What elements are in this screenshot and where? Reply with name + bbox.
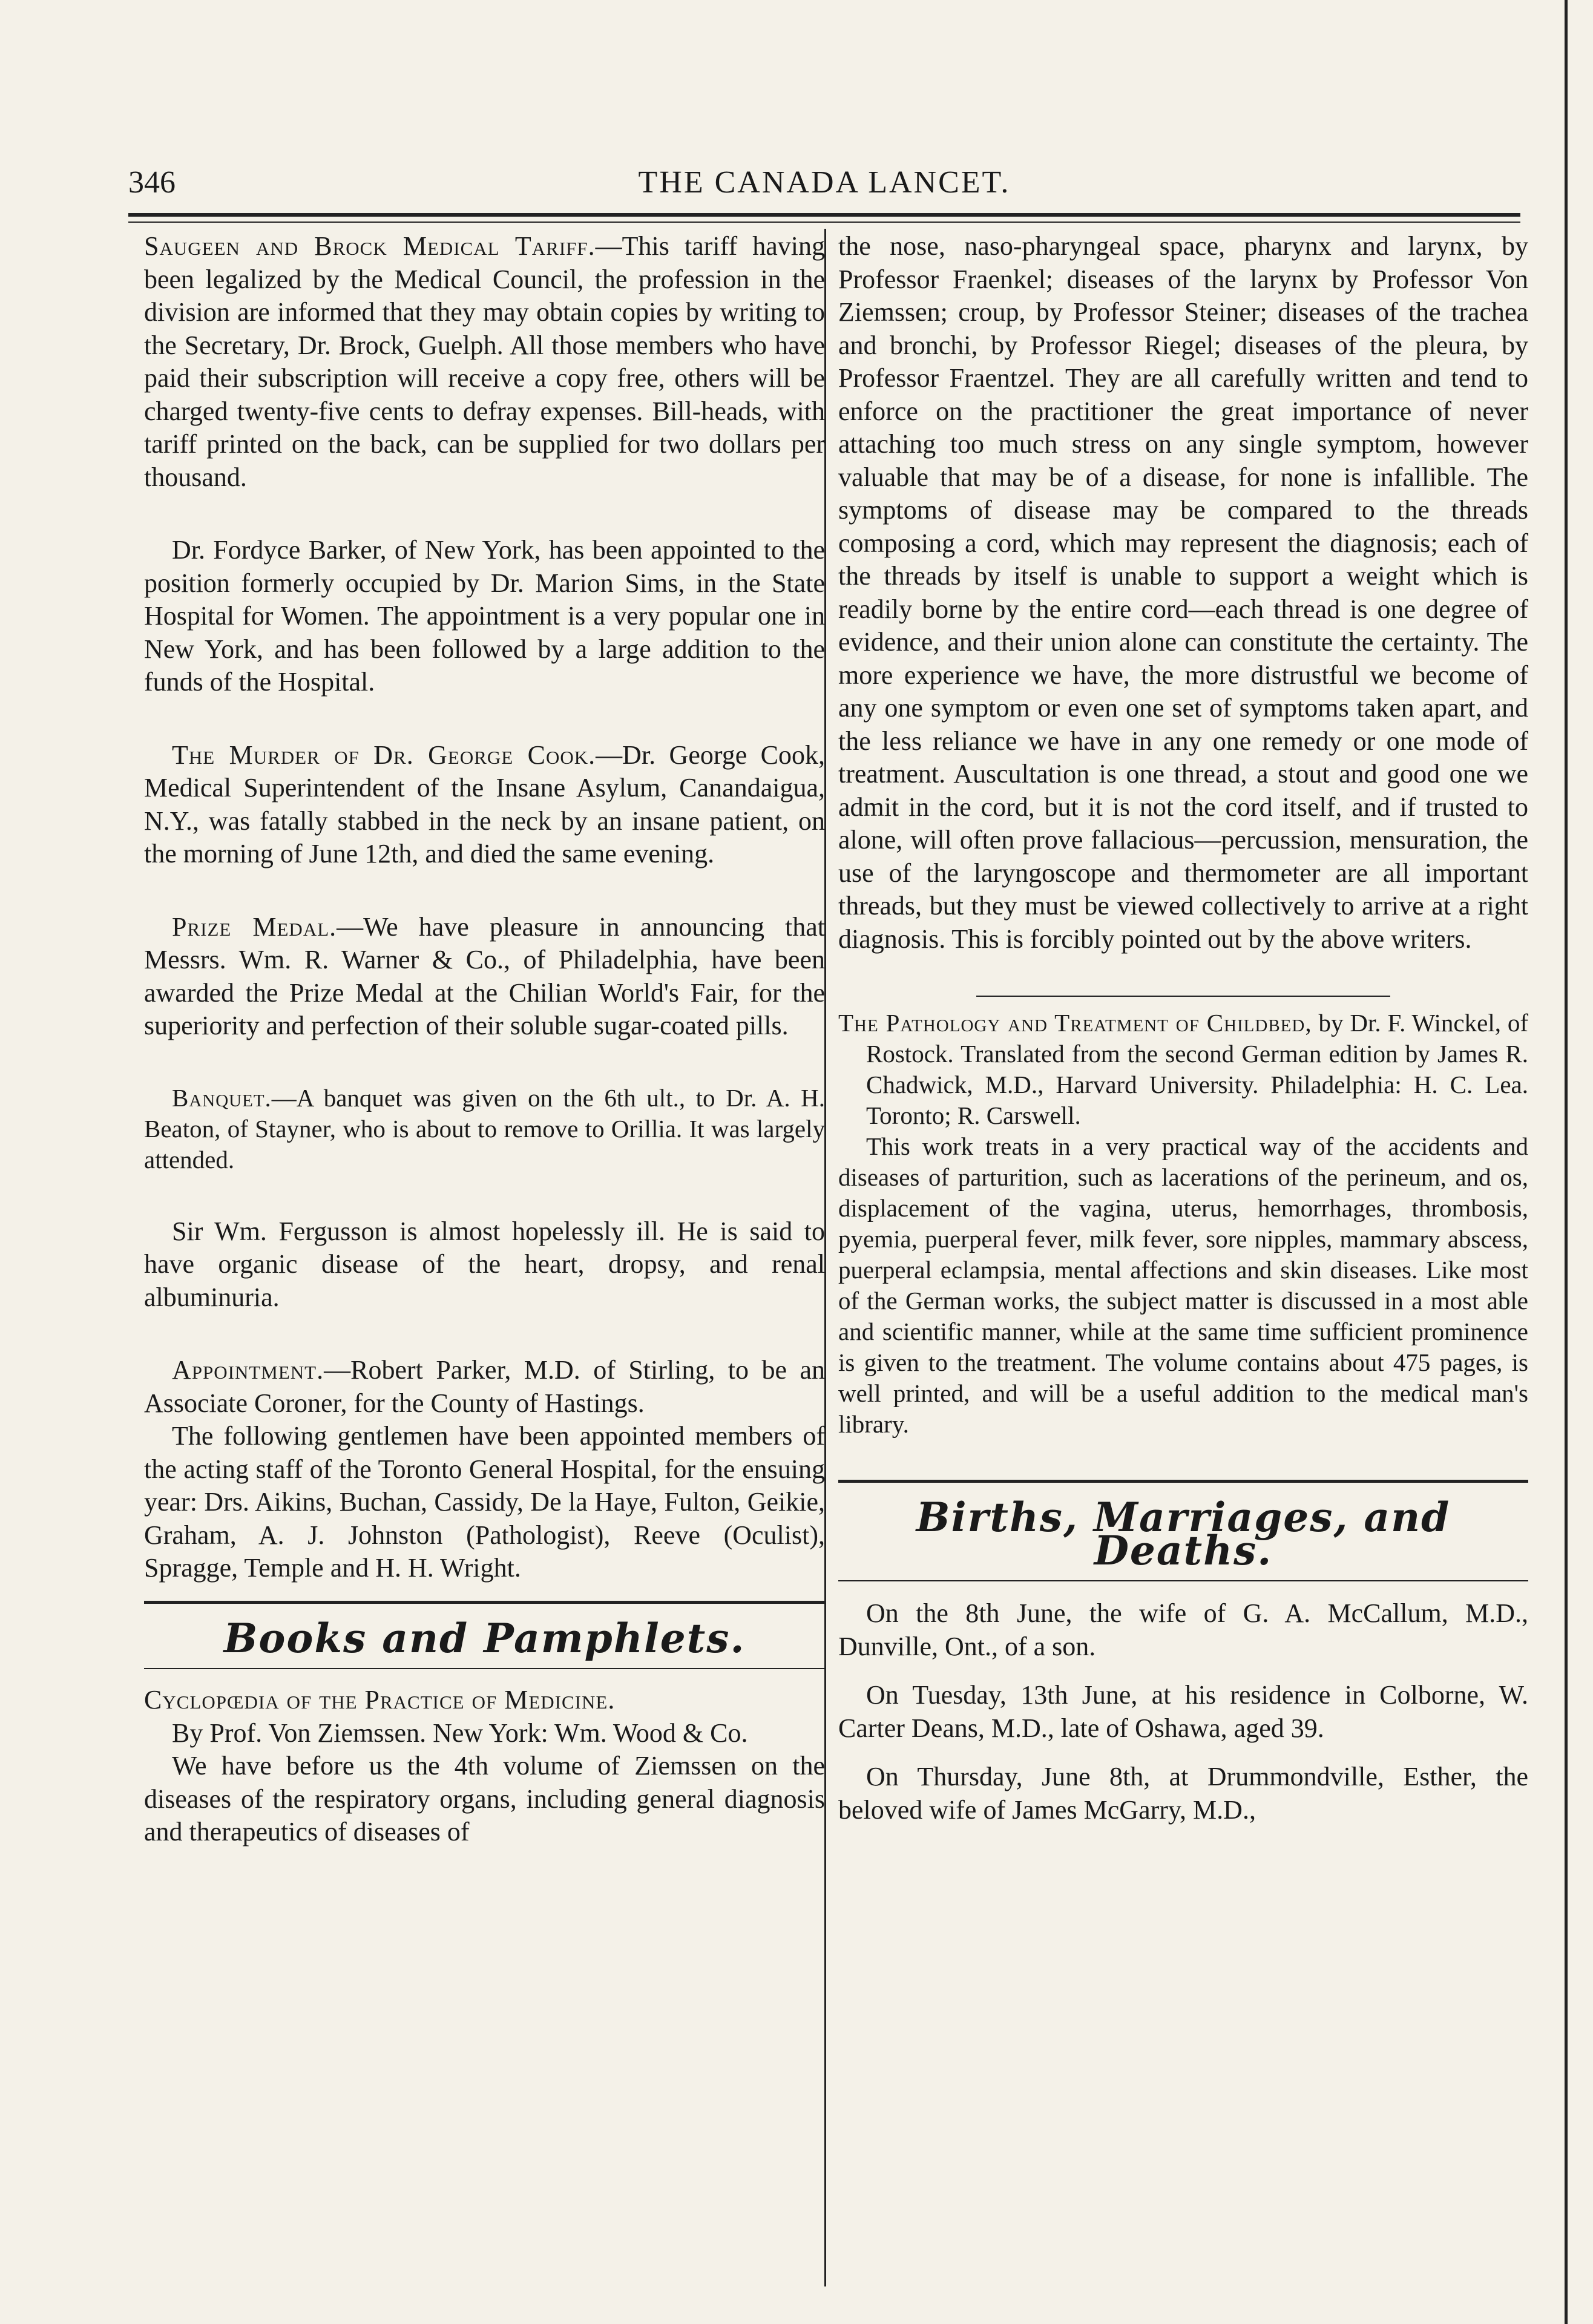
article-rule	[976, 996, 1390, 997]
notice-mcgarry	[838, 1761, 1528, 1827]
section-heading-books: Books and Pamphlets.	[223, 1614, 746, 1662]
article-cyclopaedia	[144, 1684, 825, 1849]
article-heading: Saugeen and Brock Medical Tariff.	[144, 231, 596, 261]
section-rule	[144, 1601, 825, 1604]
article-heading: The Pathology and Treatment of Childbed,	[838, 1009, 1312, 1037]
article-body: Dr. Fordyce Barker, of New York, has been appointed to the position formerly occupied by Dr. Marion Sims, in the State Hospital for Women. The appointment is a very popular one in New York, and has been followed by a large addition to the funds of the Hospital.	[144, 535, 825, 697]
page-number: 346	[128, 165, 176, 200]
header-rule	[128, 213, 1520, 217]
header-rule-thin	[128, 222, 1520, 223]
article-body: —A banquet was given on the 6th ult., to Dr. A. H. Beaton, of Stayner, who is about to remove to Orillia. It was largely attended.	[144, 1083, 825, 1173]
notice-text: On the 8th June, the wife of G. A. McCallum, M.D., Dunville, Ont., of a son.	[838, 1598, 1528, 1661]
article-heading: Cyclopœdia of the Practice of Medicine.	[144, 1685, 616, 1715]
page-edge	[1565, 0, 1568, 2324]
notice-deans	[838, 1679, 1528, 1745]
journal-title: THE CANADA LANCET.	[638, 165, 1011, 200]
article-appointment	[144, 1354, 825, 1585]
right-column	[838, 230, 1528, 1842]
left-column	[144, 230, 825, 1889]
article-body: —We have pleasure in announcing that Messrs. Wm. R. Warner & Co., of Philadelphia, have been awarded the Prize Medal at the Chilian World's Fair, for the superiority and perfection of their soluble sugar-coated pills.	[144, 911, 825, 1040]
page-header	[128, 165, 1520, 213]
article-cyclopaedia-continued	[838, 230, 1528, 956]
article-reference: By Prof. Von Ziemssen. New York: Wm. Wood & Co.	[172, 1718, 748, 1748]
article-body: —This tariff having been legalized by the Medical Council, the profession in the division are informed that they may obtain copies by writing to the Secretary, Dr. Brock, Guelph. All those members who have paid their subscription will receive a copy free, others will be charged twenty-five cents to defray expenses. Bill-heads, with tariff printed on the back, can be supplied for two dollars per thousand.	[144, 231, 825, 492]
article-heading: Prize Medal.	[172, 911, 337, 942]
article-reference: by Dr. F. Winckel, of Rostock. Translated from the second German edition by James R. Chadwick, M.D., Harvard University. Philadelphia: H. C. Lea. Toronto; R. Carswell.	[866, 1009, 1529, 1129]
article-body: Sir Wm. Fergusson is almost hopelessly ill. He is said to have organic disease of the heart, dropsy, and renal albuminuria.	[144, 1216, 825, 1312]
article-body: This work treats in a very practical way of the accidents and diseases of parturition, such as lacerations of the perineum, and os, displacement of the vagina, uterus, hemorrhages, thrombosis, pyemia, puerperal fever, milk fever, sore nipples, mammary abscess, puerperal eclampsia, mental affections and skin diseases. Like most of the German works, the subject matter is discussed in a most able and scientific manner, while at the same time sufficient prominence is given to the treatment. The volume contains about 475 pages, is well printed, and will be a useful addition to the medical man's library.	[838, 1132, 1528, 1438]
article-body-continued: The following gentlemen have been appointed members of the acting staff of the Toronto General Hospital, for the ensuing year: Drs. Aikins, Buchan, Cassidy, De la Haye, Fulton, Geikie, Graham, A. J. Johnston (Pathologist), Reeve (Oculist), Spragge, Temple and H. H. Wright.	[144, 1421, 825, 1583]
article-fordyce-barker	[144, 534, 825, 699]
article-saugeen-tariff	[144, 230, 825, 494]
article-prize-medal	[144, 911, 825, 1043]
article-body: —Dr. George Cook, Medical Superintendent of the Insane Asylum, Canandaigua, N.Y., was fatally stabbed in the neck by an insane patient, on the morning of June 12th, and died the same evening.	[144, 740, 826, 868]
article-heading: Banquet.	[172, 1083, 272, 1112]
article-body: the nose, naso-pharyngeal space, pharynx and larynx, by Professor Fraenkel; diseases of the larynx by Professor Von Ziemssen; croup, by Professor Steiner; diseases of the trachea and bronchi, by Professor Riegel; diseases of the pleura, by Professor Fraentzel. They are all carefully written and tend to enforce on the practitioner the great importance of never attaching too much stress on any single symptom, however valuable that may be of a disease, for none is infallible. The symptoms of disease may be compared to the threads composing a cord, which may represent the diagnosis; each of the threads by itself is unable to support a weight which is readily borne by the entire cord—each thread is one degree of evidence, and their union alone can constitute the certainty. The more experience we have, the more distrustful we become of any one symptom or even one set of symptoms taken apart, and the less reliance we have in any one remedy or one mode of treatment. Auscultation is one thread, a stout and good one we admit in the cord, but it is not the cord itself, and if trusted to alone, will often prove fallacious—percussion, mensuration, the use of the laryngoscope and thermometer are all important threads, but they must be viewed collectively to arrive at a right diagnosis. This is forcibly pointed out by the above writers.	[838, 231, 1528, 954]
article-body: We have before us the 4th volume of Ziemssen on the diseases of the respiratory organs, including general diagnosis and therapeutics of diseases of	[144, 1751, 825, 1846]
notice-mccallum	[838, 1597, 1528, 1663]
article-murder-george-cook	[144, 739, 825, 871]
article-body: —Robert Parker, M.D. of Stirling, to be an Associate Coroner, for the County of Hastings.	[144, 1355, 825, 1418]
article-heading: Appointment.	[172, 1355, 324, 1385]
section-heading-births: Births, Marriages, and Deaths.	[916, 1494, 1451, 1574]
section-rule	[838, 1480, 1528, 1483]
section-rule-light	[838, 1580, 1528, 1581]
article-heading: The Murder of Dr. George Cook.	[172, 740, 596, 770]
notice-text: On Tuesday, 13th June, at his residence in Colborne, W. Carter Deans, M.D., late of Oshawa, aged 39.	[838, 1680, 1528, 1743]
article-childbed	[838, 1008, 1528, 1440]
article-banquet	[144, 1083, 825, 1175]
notice-text: On Thursday, June 8th, at Drummondville, Esther, the beloved wife of James McGarry, M.D.,	[838, 1762, 1528, 1825]
article-fergusson	[144, 1215, 825, 1315]
section-rule-light	[144, 1668, 825, 1669]
